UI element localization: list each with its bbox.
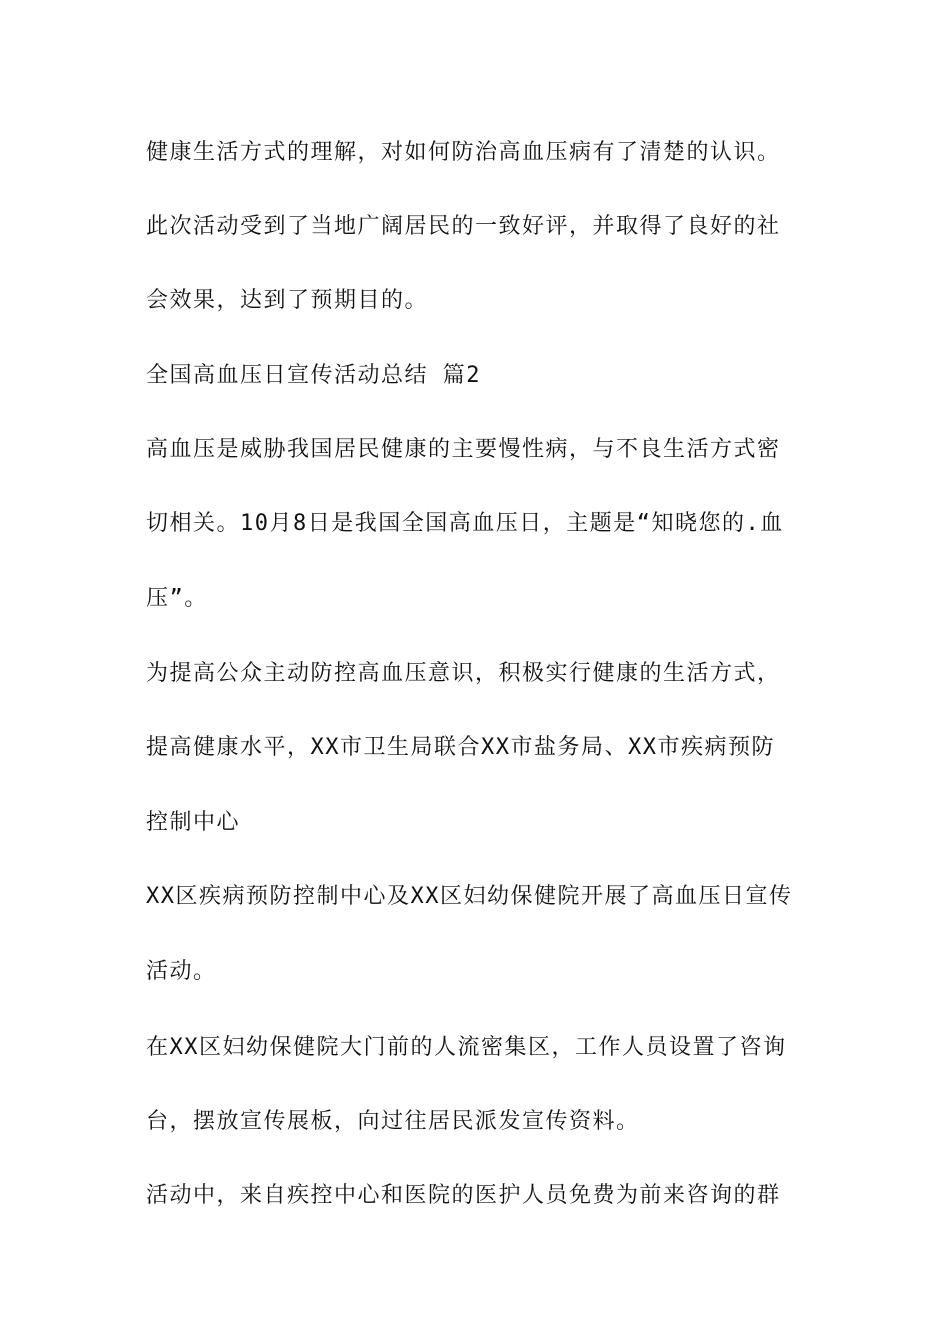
text-line: 提高健康水平，XX市卫生局联合XX市盐务局、XX市疾病预防 [146, 735, 775, 760]
text-line: XX区疾病预防控制中心及XX区妇幼保健院开展了高血压日宣传 [146, 884, 793, 909]
text-line: 高血压是威胁我国居民健康的主要慢性病，与不良生活方式密 [146, 437, 781, 462]
text-line: 此次活动受到了当地广阔居民的一致好评，并取得了良好的社 [146, 214, 781, 239]
section-heading: 全国高血压日宣传活动总结 篇2 [146, 363, 481, 388]
text-line: 会效果，达到了预期目的。 [146, 288, 429, 313]
text-line: 压”。 [146, 586, 208, 611]
text-line: 台，摆放宣传展板，向过往居民派发宣传资料。 [146, 1109, 640, 1134]
text-line: 活动。 [146, 959, 217, 984]
text-line: 健康生活方式的理解，对如何防治高血压病有了清楚的认识。 [146, 140, 781, 165]
text-line: 切相关。10月8日是我国全国高血压日，主题是“知晓您的.血 [146, 511, 784, 536]
text-line: 活动中，来自疾控中心和医院的医护人员免费为前来咨询的群 [146, 1183, 781, 1208]
text-line: 为提高公众主动防控高血压意识，积极实行健康的生活方式， [146, 661, 781, 686]
text-line: 控制中心 [146, 810, 241, 835]
text-line: 在XX区妇幼保健院大门前的人流密集区，工作人员设置了咨询 [146, 1035, 787, 1060]
